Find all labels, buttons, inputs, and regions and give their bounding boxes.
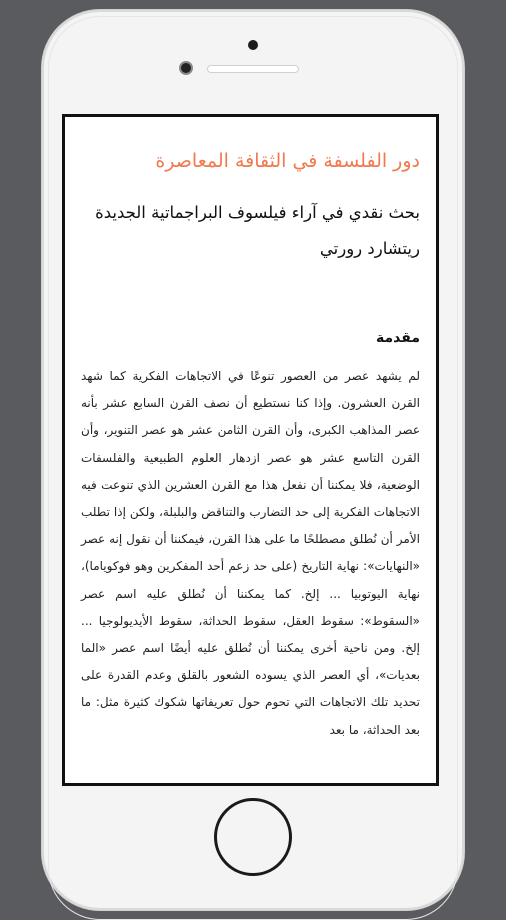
article-content xyxy=(81,117,420,744)
article-subtitle: بحث نقدي في آراء فيلسوف البراجماتية الجديدة ريتشارد رورتي xyxy=(95,203,420,258)
front-sensor-icon xyxy=(248,40,258,50)
phone-frame xyxy=(42,10,464,910)
front-camera-icon xyxy=(181,63,191,73)
earpiece-speaker xyxy=(207,65,299,73)
home-button[interactable] xyxy=(214,798,292,876)
phone-screen[interactable] xyxy=(62,114,439,786)
article-title: دور الفلسفة في الثقافة المعاصرة xyxy=(155,150,420,172)
section-heading: مقدمة xyxy=(376,330,420,346)
article-body: لم يشهد عصر من العصور تنوعًا في الاتجاهات الفكرية كما شهد القرن العشرون. وإذا كنا نستطيع أن نصف القرن السابع عشر بأنه عصر المذاهب الكبرى، وأن القرن الثامن عشر هو عصر التنوير، وأن القرن التاسع عشر هو عصر ازدهار العلوم الطبيعية والفلسفات الوضعية، فلا يمكننا أن نفعل هذا مع القرن العشرين الذي تنوعت فيه الاتجاهات الفكرية إلى حد التضارب والتناقض والبلبلة، ولكن إذا تطلب الأمر أن نُطلق مصطلحًا ما على هذا القرن، فيمكننا أن نقول إنه عصر «النهايات»: نهاية التاريخ (على حد زعم أحد المفكرين وهو فوكوياما)، نهاية اليوتوبيا ... إلخ. كما يمكننا أن نُطلق عليه اسم عصر «السقوط»: سقوط العقل، سقوط الحداثة، سقوط الأيديولوجيا ... إلخ. ومن ناحية أخرى يمكننا أن نُطلق عليه أيضًا اسم عصر «الما بعديات»، أي العصر الذي يسوده الشعور بالقلق وعدم القدرة على تحديد تلك الاتجاهات التي تحوم حول تعريفاتها شكوك كثيرة مثل: ما بعد الحداثة، ما بعد xyxy=(81,369,420,737)
